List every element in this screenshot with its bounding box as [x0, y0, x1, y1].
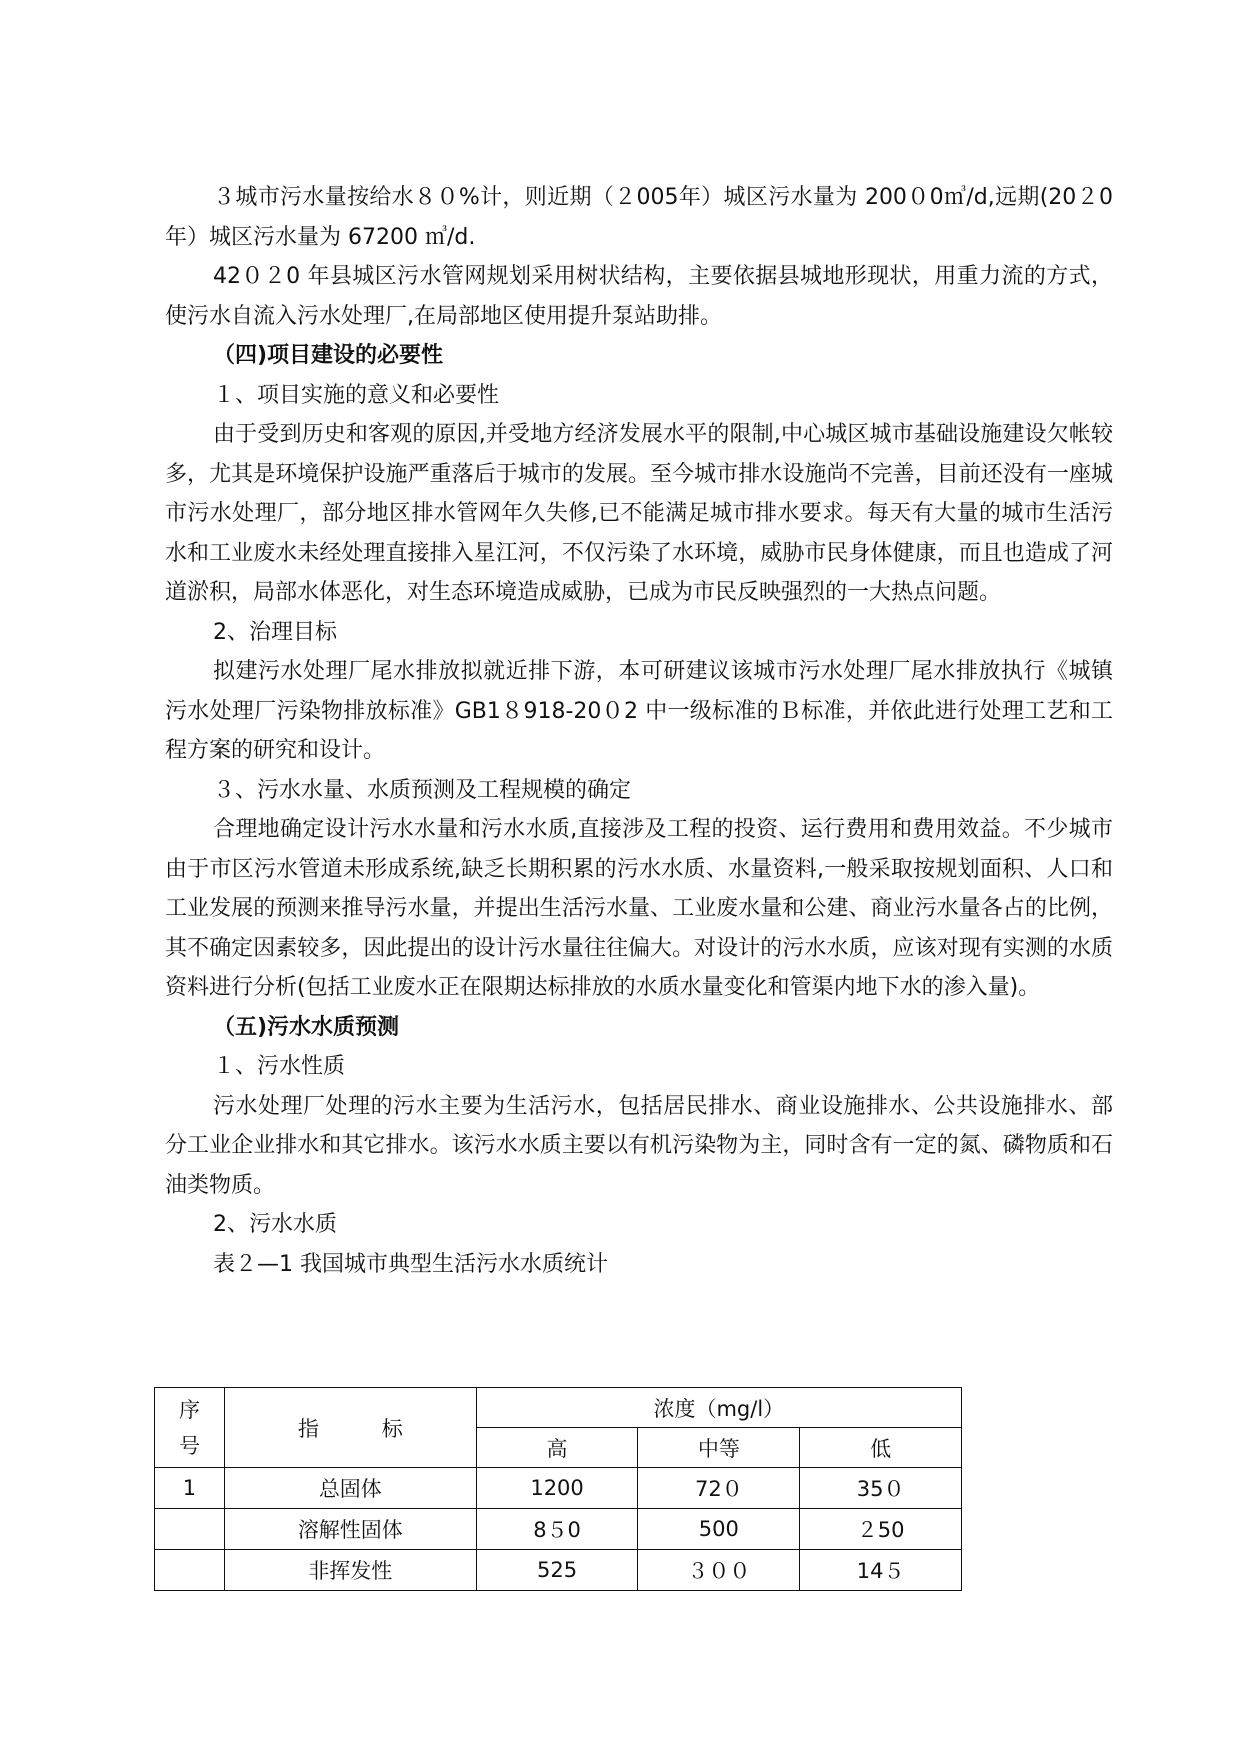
cell-indicator: 溶解性固体 — [224, 1509, 476, 1550]
section-heading-4: （四)项目建设的必要性 — [213, 343, 444, 368]
cell-mid: ３００ — [638, 1550, 800, 1591]
cell-low: 35０ — [800, 1468, 962, 1509]
cell-seq — [155, 1550, 225, 1591]
cell-high: 1200 — [476, 1468, 638, 1509]
document-body — [165, 178, 1113, 1284]
cell-mid: 500 — [638, 1509, 800, 1550]
cell-indicator: 总固体 — [224, 1468, 476, 1509]
table-row — [155, 1509, 962, 1550]
cell-low: ２50 — [800, 1509, 962, 1550]
subheading-significance: １、项目实施的意义和必要性 — [213, 382, 500, 408]
cell-high: 8５0 — [476, 1509, 638, 1550]
water-quality-table — [154, 1387, 962, 1591]
table-header-row — [155, 1388, 962, 1428]
cell-mid: 72０ — [638, 1468, 800, 1509]
paragraph-sewage-volume: ３城市污水量按给水８０%计，则近期（２005年）城区污水量为 200０0㎥/d,远期(20２0 年）城区污水量为 67200 ㎥/d. — [165, 185, 1113, 250]
paragraph-pipe-network: 42０２0 年县城区污水管网规划采用树状结构，主要依据县城地形现状，用重力流的方式，使污水自流入污水处理厂,在局部地区使用提升泵站助排。 — [165, 264, 1113, 329]
subheading-scale: ３、污水水量、水质预测及工程规模的确定 — [213, 777, 632, 803]
cell-low: 14５ — [800, 1550, 962, 1591]
header-concentration: 浓度（mg/l） — [476, 1388, 961, 1428]
section-heading-5: （五)污水水质预测 — [213, 1014, 400, 1040]
table-row — [155, 1550, 962, 1591]
paragraph-targets: 拟建污水处理厂尾水排放拟就近排下游，本可研建议该城市污水处理厂尾水排放执行《城镇污水处理厂污染物排放标准》GB1８918-20０2 中一级标准的Ｂ标准，并依此进行处理工艺和工程方案的研究和设计。 — [165, 659, 1113, 763]
header-high: 高 — [476, 1428, 638, 1468]
cell-high: 525 — [476, 1550, 638, 1591]
paragraph-significance: 由于受到历史和客观的原因,并受地方经济发展水平的限制,中心城区城市基础设施建设欠帐较多，尤其是环境保护设施严重落后于城市的发展。至今城市排水设施尚不完善，目前还没有一座城市污水处理厂，部分地区排水管网年久失修,已不能满足城市排水要求。每天有大量的城市生活污水和工业废水未经处理直接排入星江河，不仅污染了水环境，威胁市民身体健康，而且也造成了河道淤积，局部水体恶化，对生态环境造成威胁，已成为市民反映强烈的一大热点问题。 — [165, 422, 1113, 605]
paragraph-scale: 合理地确定设计污水水量和污水水质,直接涉及工程的投资、运行费用和费用效益。不少城市由于市区污水管道未形成系统,缺乏长期积累的污水水质、水量资料,一般采取按规划面积、人口和工业发展的预测来推导污水量，并提出生活污水量、工业废水量和公建、商业污水量各占的比例，其不确定因素较多，因此提出的设计污水量往往偏大。对设计的污水水质，应该对现有实测的水质资料进行分析(包括工业废水正在限期达标排放的水质水量变化和管渠内地下水的渗入量)。 — [165, 817, 1113, 1000]
header-indicator: 指 标 — [224, 1388, 476, 1468]
table-caption: 表２—1 我国城市典型生活污水水质统计 — [213, 1251, 608, 1277]
subheading-nature: １、污水性质 — [213, 1054, 346, 1079]
cell-indicator: 非挥发性 — [224, 1550, 476, 1591]
subheading-targets: 2、治理目标 — [213, 619, 337, 645]
header-seq: 序号 — [155, 1388, 225, 1468]
cell-seq — [155, 1509, 225, 1550]
table-row — [155, 1468, 962, 1509]
header-low: 低 — [800, 1428, 962, 1468]
subheading-quality: 2、污水水质 — [213, 1212, 337, 1237]
header-mid: 中等 — [638, 1428, 800, 1468]
paragraph-nature: 污水处理厂处理的污水主要为生活污水，包括居民排水、商业设施排水、公共设施排水、部分工业企业排水和其它排水。该污水水质主要以有机污染物为主，同时含有一定的氮、磷物质和石油类物质。 — [165, 1093, 1113, 1198]
cell-seq: 1 — [155, 1468, 225, 1509]
